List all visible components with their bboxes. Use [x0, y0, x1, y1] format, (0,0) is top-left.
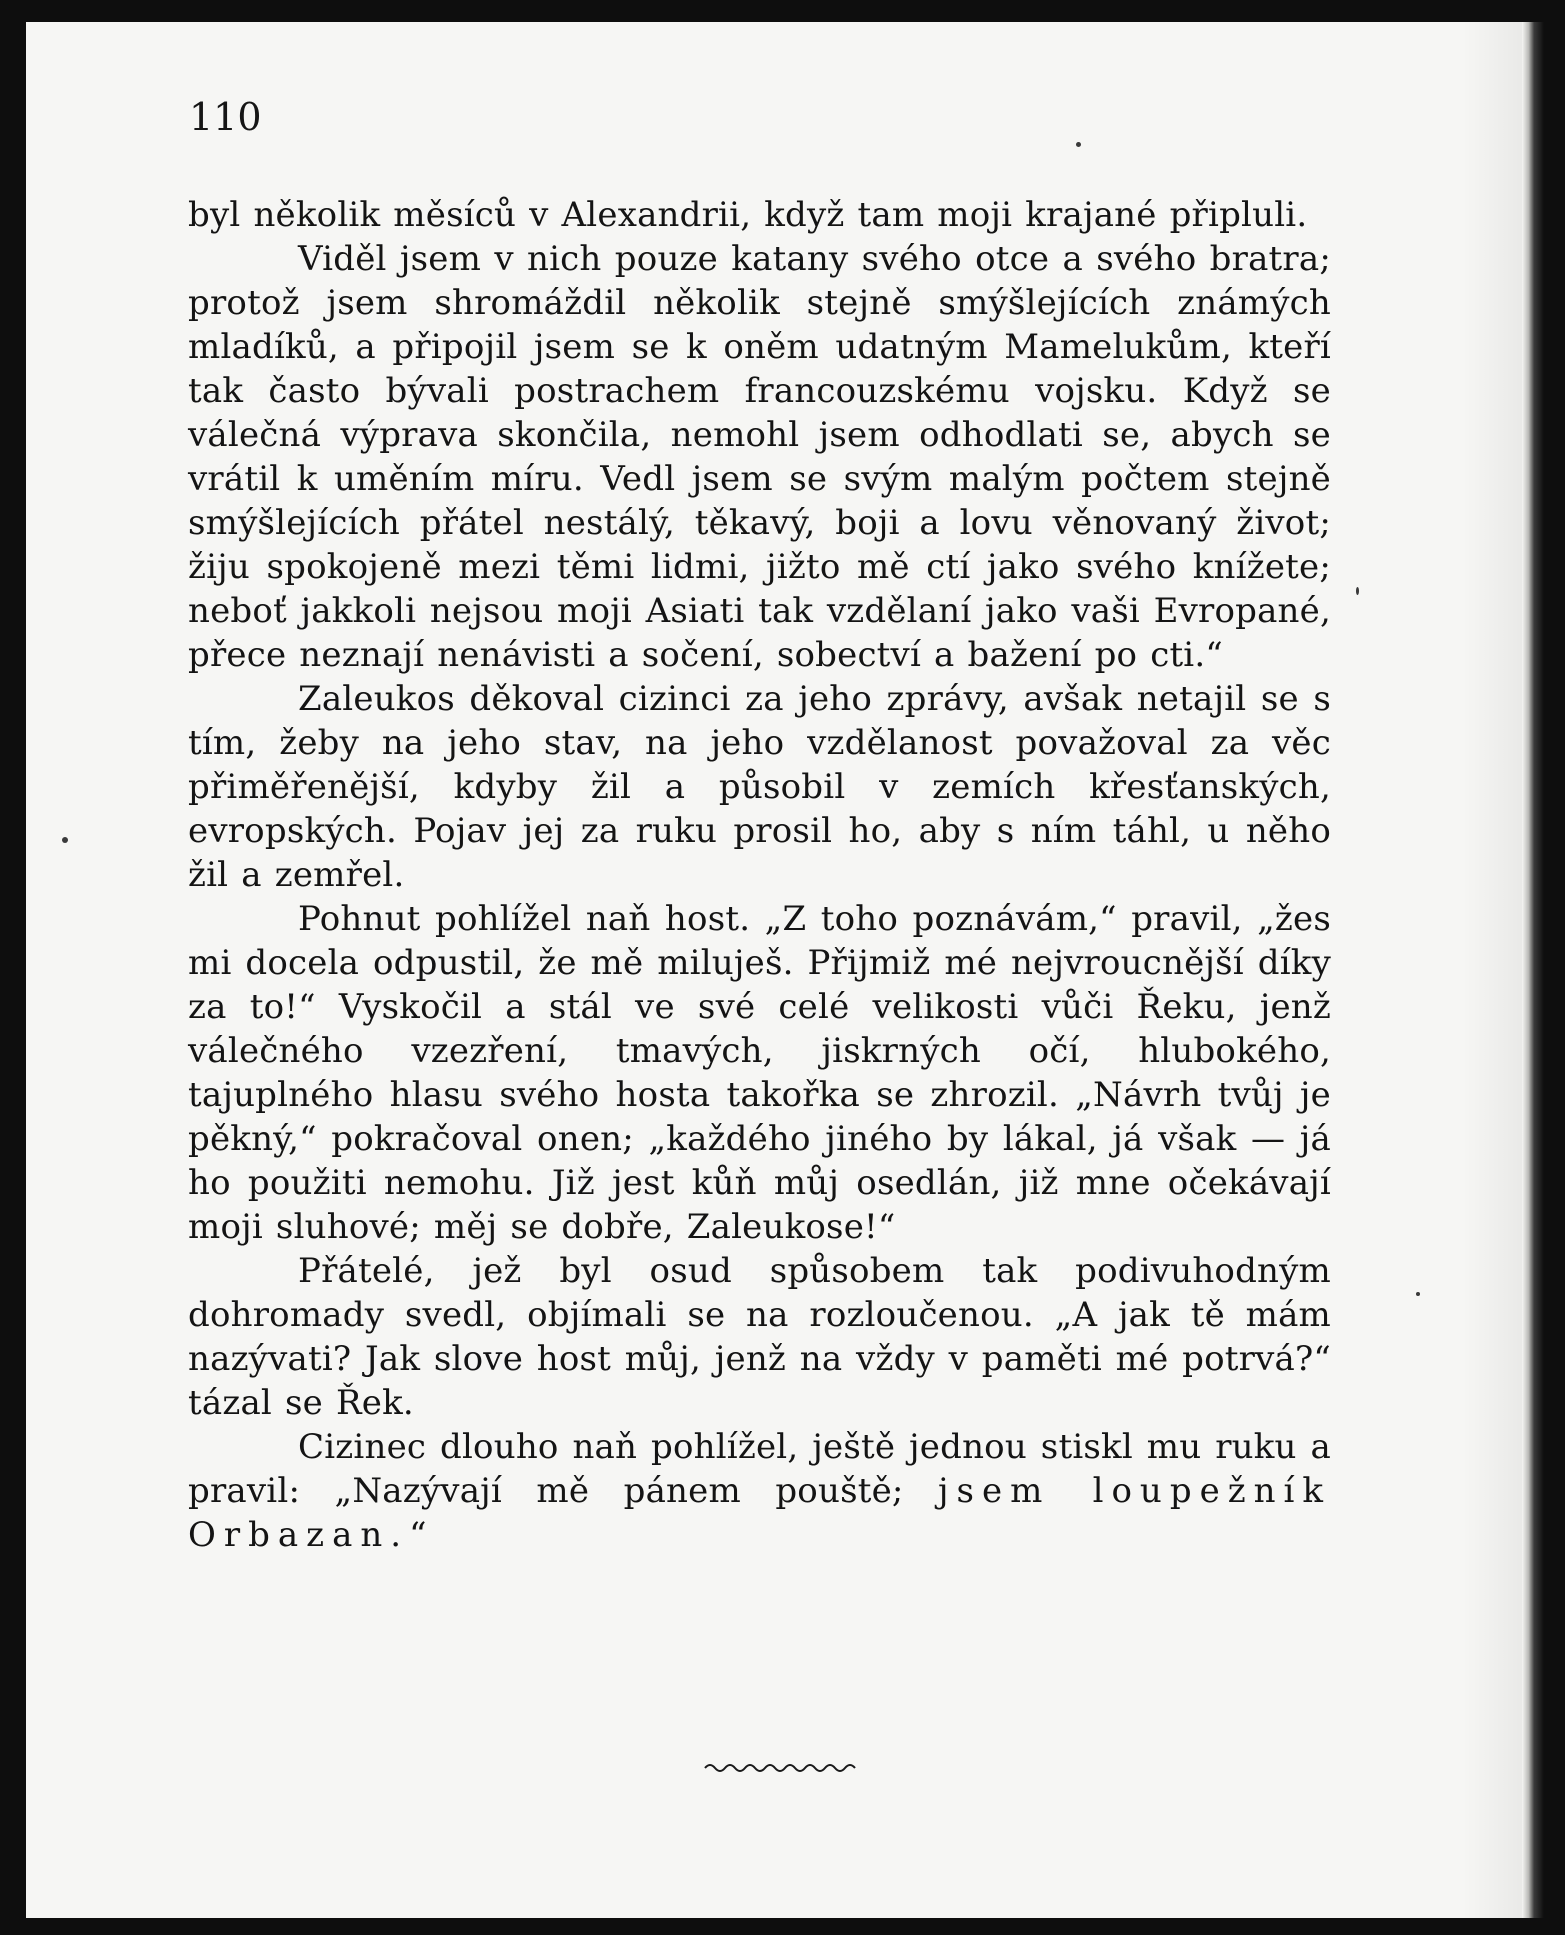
scan-speck — [1076, 142, 1081, 147]
paragraph-2: Viděl jsem v nich pouze katany svého otce a svého bratra; protož jsem shromáždil několik stejně smýšlejících známých mladíků, a připojil jsem se k oněm udatným Mamelukům, kteří tak často bývali postrachem francouzskému vojsku. Když se válečná výprava skončila, nemohl jsem odhodlati se, abych se vrátil k uměním míru. Vedl jsem se svým malým počtem stejně smýšlejících přátel nestálý, těkavý, boji a lovu věnovaný život; žiju spokojeně mezi těmi lidmi, jižto mě ctí jako svého knížete; neboť jakkoli nejsou moji Asiati tak vzdělaní jako vaši Evropané, přece neznají nenávisti a sočení, sobectví a bažení po cti.“ — [188, 239, 1331, 675]
page-edge-shadow — [1462, 22, 1522, 1918]
page-binding-edge — [1522, 22, 1544, 1918]
scan-speck — [62, 837, 68, 843]
page-number: 110 — [189, 95, 262, 139]
scan-speck — [1416, 1292, 1420, 1296]
wavy-line-ornament — [703, 1760, 863, 1776]
paragraph-1: byl několik měsíců v Alexandrii, když tam moji krajané připluli. — [188, 195, 1308, 235]
book-page — [26, 22, 1544, 1918]
scan-speck — [1356, 587, 1359, 595]
paragraph-6 — [188, 1425, 1331, 1557]
paragraph-5: Přátelé, jež byl osud spůsobem tak podivuhodným dohromady svedl, objímali se na rozloučenou. „A jak tě mám nazývati? Jak slove host můj, jenž na vždy v paměti mé potrvá?“ tázal se Řek. — [188, 1251, 1331, 1423]
body-text — [188, 193, 1331, 1557]
paragraph-6-text: Cizinec dlouho naň pohlížel, ještě jednou stiskl mu ruku a pravil: „Nazývají mě pánem pouště; — [188, 1427, 1331, 1511]
paragraph-4: Pohnut pohlížel naň host. „Z toho poznávám,“ pravil, „žes mi docela odpustil, že mě miluješ. Přijmiž mé nejvroucnější díky za to!“ Vyskočil a stál ve své celé velikosti vůči Řeku, jenž válečného vzezření, tmavých, jiskrných očí, hlubokého, tajuplného hlasu svého hosta takořka se zhrozil. „Návrh tvůj je pěkný,“ pokračoval onen; „každého jiného by lákal, já však — já ho použiti nemohu. Již jest kůň můj osedlán, již mne očekávají moji sluhové; měj se dobře, Zaleukose!“ — [188, 899, 1331, 1247]
paragraph-6-spaced-text: jsem loupežník Orbazan. — [188, 1471, 1331, 1555]
paragraph-6-closing-quote: “ — [409, 1515, 427, 1555]
paragraph-3: Zaleukos děkoval cizinci za jeho zprávy, avšak netajil se s tím, žeby na jeho stav, na jeho vzdělanost považoval za věc přiměřenější, kdyby žil a působil v zemích křesťanských, evropských. Pojav jej za ruku prosil ho, aby s ním táhl, u něho žil a zemřel. — [188, 679, 1331, 895]
